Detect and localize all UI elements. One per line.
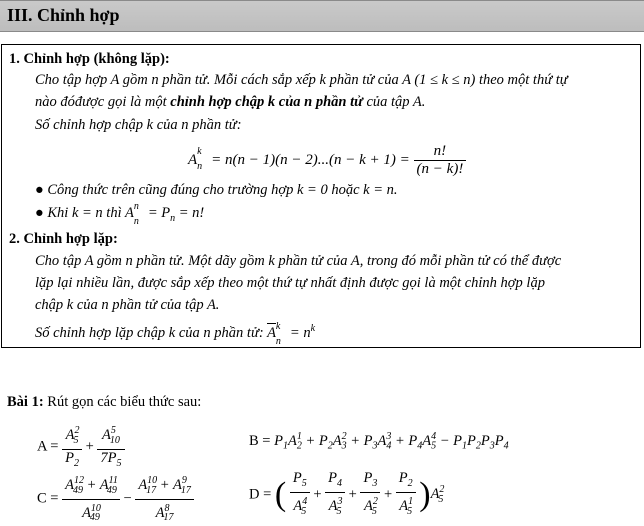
part2-line2: lặp lại nhiều lần, được sắp xếp theo một thứ tự nhất định được gọi là một chỉnh hợp lặp: [35, 275, 545, 291]
D-label: D =: [249, 486, 272, 503]
part1-line2-b: của tập A.: [362, 94, 426, 110]
bullet-icon: ●: [35, 205, 44, 221]
bullet2-text-a: Khi k = n thì: [47, 205, 122, 221]
part2-formula-rhs: = n: [289, 324, 311, 341]
part2-line4-text: Số chỉnh hợp lặp chập k của n phần tử:: [35, 324, 264, 341]
formula-numerator: n!: [414, 143, 467, 161]
part1-formula: A k n = n(n − 1)(n − 2)...(n − k + 1) = $\frac{n!}{(n - k)!}$: [188, 143, 466, 178]
bullet2-text-c: = n!: [178, 205, 205, 221]
part1-line3: Số chỉnh hợp chập k của n phần tử:: [35, 117, 242, 133]
expression-D: D = ( $\frac{P_5}{A^4_5}$ + $\frac{P_4}{A^3_5}$ + $\frac{P_3}{A^2_5}$ + $\frac{P_2}{A^1_5}$ )$A^2_5$: [249, 470, 445, 517]
expression-B: $B = P_1A_2^1 + P_2A_3^2 + P_3A_4^3 + P_4A_5^4 - P_1P_2P_3P_4$: [249, 431, 509, 452]
bullet1-text: Công thức trên cũng đúng cho trường hợp k = 0 hoặc k = n.: [47, 182, 398, 198]
exercise-prompt: Rút gọn các biểu thức sau:: [47, 394, 202, 410]
part1-bullet2: ● Khi k = n thì A n n = $P_n = n$!: [35, 200, 205, 227]
part1-definition: chỉnh hợp chập k của n phần tử: [170, 94, 363, 110]
part1-line1: Cho tập hợp A gồm n phần tử. Mỗi cách sắp xếp k phần tử của A (1 ≤ k ≤ n) theo một thứ tự: [35, 72, 568, 88]
expression-C: C = $\frac{A^{12}_{49} + A^{11}_{49}}{A^{10}_{49}}$ − $\frac{A^{10}_{17} + A^9_{17}}{A^8_{17}}$: [37, 472, 194, 526]
part2-line4: Số chỉnh hợp lặp chập k của n phần tử: A k n = $n^k$: [35, 320, 316, 347]
bullet2-text-b: = P: [147, 205, 171, 221]
expression-A: A = $\frac{A^2_5}{P_2}$ + $\frac{A^5_{10}}{7P_5}$: [37, 422, 125, 472]
A-label: A =: [37, 438, 59, 455]
C-label: C =: [37, 490, 59, 507]
exercise-label: Bài 1:: [7, 394, 44, 410]
bullet-icon: ●: [35, 182, 44, 198]
part1-heading: 1. Chỉnh hợp (không lặp):: [9, 51, 170, 67]
part2-line3: chập k của n phần tử của tập A.: [35, 297, 220, 313]
exercise-intro: [7, 394, 201, 411]
part1-line2: [35, 94, 425, 111]
part1-bullet1: [35, 182, 397, 199]
B-label: B =: [249, 432, 271, 449]
part2-heading: 2. Chỉnh hợp lặp:: [9, 231, 118, 247]
theory-box: [1, 44, 641, 348]
section-title: III. Chỉnh hợp: [7, 5, 120, 25]
formula-denominator: (n − k)!: [416, 161, 464, 177]
section-header: [0, 0, 644, 32]
part2-line1: Cho tập A gồm n phần tử. Một dãy gồm k phần tử của A, trong đó mỗi phần tử có thể được: [35, 253, 562, 269]
part1-line2-a: nào đóđược gọi là một: [35, 94, 171, 110]
part1-formula-rhs: = n(n − 1)(n − 2)...(n − k + 1) =: [211, 152, 410, 168]
part1-formula-fraction: [414, 143, 467, 178]
